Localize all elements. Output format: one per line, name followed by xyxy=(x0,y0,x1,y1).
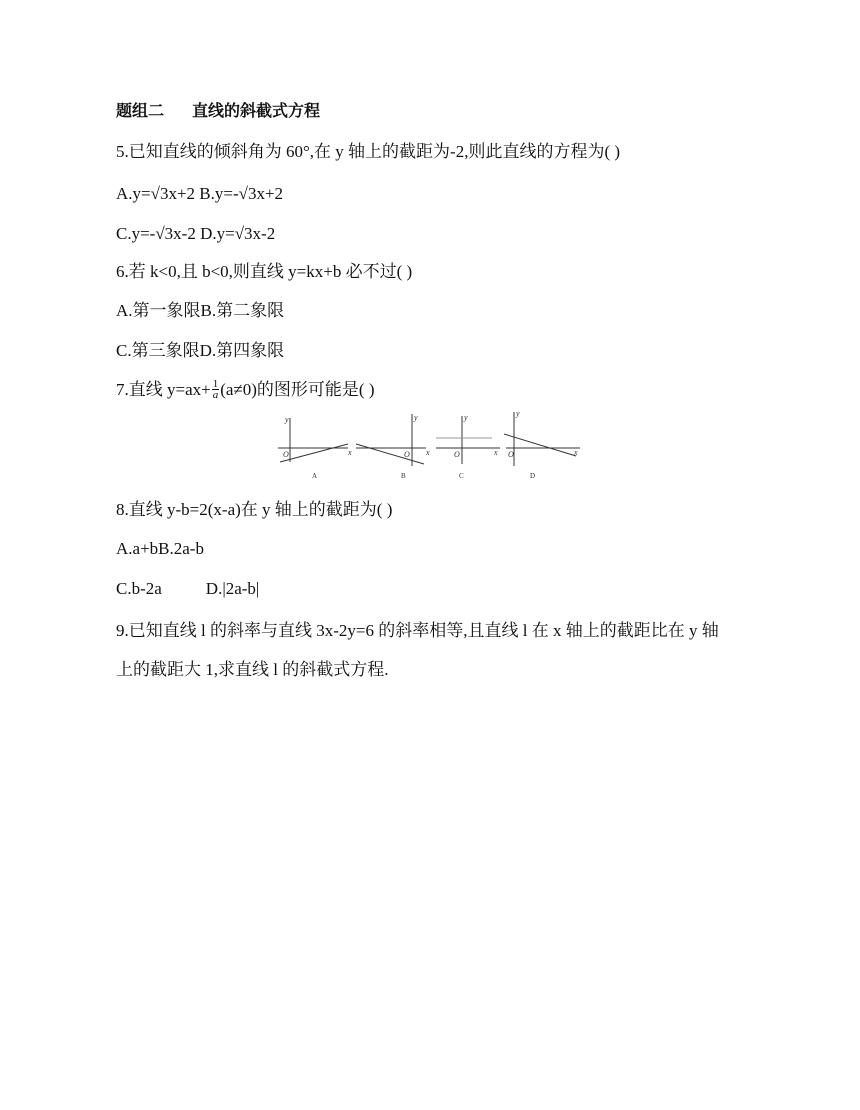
graph-d-caption: D xyxy=(530,472,536,480)
graph-d-y-label: y xyxy=(516,410,520,418)
q6-option-c: C.第三象限 xyxy=(116,341,200,360)
graph-a-caption: A xyxy=(312,472,318,480)
q8-stem: 8.直线 y-b=2(x-a)在 y 轴上的截距为( ) xyxy=(116,500,393,519)
q6-options-cd xyxy=(116,340,284,362)
graph-a-y-label: y xyxy=(285,415,289,424)
q5-option-d: D.y=√3x-2 xyxy=(200,224,276,243)
graph-b-y-label: y xyxy=(414,413,418,422)
q5-stem: 5.已知直线的倾斜角为 60°,在 y 轴上的截距为-2,则此直线的方程为( ) xyxy=(116,142,621,161)
graph-c-y-label: y xyxy=(464,413,468,422)
q6-stem: 6.若 k<0,且 b<0,则直线 y=kx+b 必不过( ) xyxy=(116,262,413,281)
q9-line-2: 上的截距大 1,求直线 l 的斜截式方程. xyxy=(116,660,389,679)
graph-b-origin-label: O xyxy=(404,450,410,459)
q8-option-c: C.b-2a xyxy=(116,579,162,598)
q7-stem-prefix: 7.直线 y=ax+ xyxy=(116,380,211,399)
q6-options-ab xyxy=(116,300,284,322)
q6-option-a: A.第一象限 xyxy=(116,301,201,320)
q7-fraction-numerator: 1 xyxy=(212,377,219,390)
q8-options-ab: A.a+bB.2a-b xyxy=(116,539,204,558)
q7-stem xyxy=(116,379,375,402)
graph-c-origin-label: O xyxy=(454,450,460,459)
q8-options-cd xyxy=(116,578,259,600)
graph-d-origin-label: O xyxy=(508,450,514,459)
section-number: 题组二 xyxy=(116,101,165,120)
q5-option-c: C.y=-√3x-2 xyxy=(116,224,196,243)
graph-b-caption: B xyxy=(401,472,406,480)
graph-a-origin-label: O xyxy=(283,450,289,459)
graph-b-line xyxy=(356,444,424,464)
graph-d-x-label: x xyxy=(574,448,578,457)
graph-d-line xyxy=(504,434,576,456)
graph-d xyxy=(504,412,580,466)
q6-option-d: D.第四象限 xyxy=(199,341,285,360)
q5-option-a: A.y=√3x+2 xyxy=(116,184,196,203)
graph-a-x-label: x xyxy=(348,448,352,457)
q6-option-b: B.第二象限 xyxy=(200,301,285,320)
q5-options-ab xyxy=(116,183,283,205)
section-heading xyxy=(116,100,320,122)
q7-fraction xyxy=(212,379,220,400)
section-topic: 直线的斜截式方程 xyxy=(192,101,321,120)
q7-figures xyxy=(276,410,586,486)
q5-option-b: B.y=-√3x+2 xyxy=(199,184,284,203)
q7-fraction-denominator: a xyxy=(212,388,219,401)
q5-options-cd xyxy=(116,223,275,245)
q7-stem-suffix: (a≠0)的图形可能是( ) xyxy=(220,380,375,399)
q8-option-d: D.|2a-b| xyxy=(205,579,260,598)
q9-line-1: 9.已知直线 l 的斜率与直线 3x-2y=6 的斜率相等,且直线 l 在 x 轴上的截距比在 y 轴 xyxy=(116,621,719,640)
q7-graph-options xyxy=(276,410,586,486)
graph-b-x-label: x xyxy=(426,448,430,457)
graph-c xyxy=(436,416,500,464)
graph-c-x-label: x xyxy=(494,448,498,457)
graph-c-caption: C xyxy=(459,472,464,480)
